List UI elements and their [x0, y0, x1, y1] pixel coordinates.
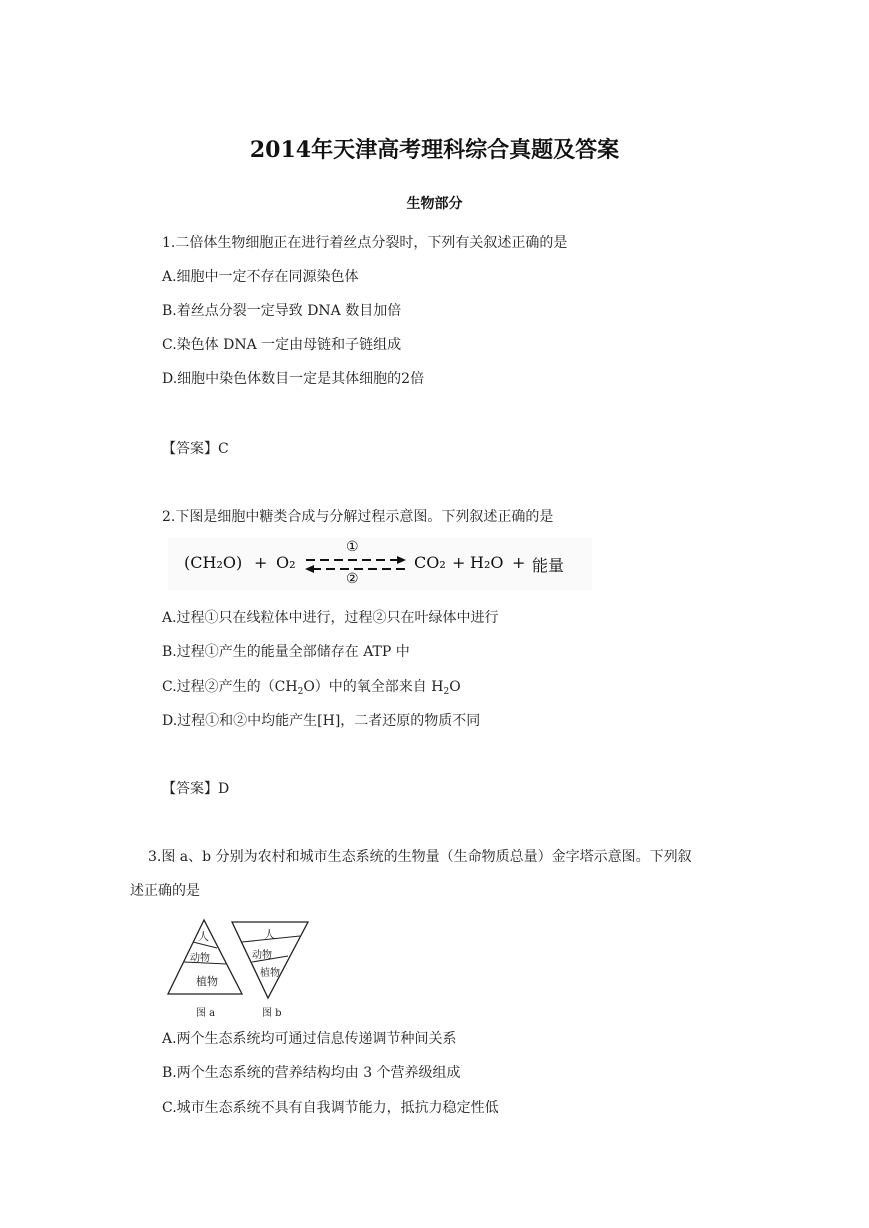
pyramid-drawing: [160, 916, 316, 1020]
equation-reactant-o2: O₂: [276, 553, 296, 572]
pyramid-b-mid-label: 动物: [252, 950, 272, 961]
q1-answer: 【答案】C: [162, 441, 229, 457]
q1-option-b: B.着丝点分裂一定导致 DNA 数目加倍: [162, 303, 402, 319]
pyramid-a-mid-label: 动物: [190, 953, 210, 964]
page-title: 2014年天津高考理科综合真题及答案: [249, 137, 620, 163]
pyramid-a-bottom-label: 植物: [196, 975, 218, 988]
q3-option-c: C.城市生态系统不具有自我调节能力，抵抗力稳定性低: [162, 1100, 499, 1116]
pyramid-b-bottom-label: 植物: [260, 968, 280, 979]
pyramid-b-top-label: 人: [264, 928, 275, 941]
equation-step-backward: ②: [346, 571, 359, 587]
equation-plus: +: [512, 553, 526, 572]
biomass-pyramid-figure: [160, 916, 316, 1020]
q2-option-b: B.过程①产生的能量全部储存在 ATP 中: [162, 644, 410, 660]
q2-option-c: C.过程②产生的$(CH_2O)$中的氧全部来自 $H_2O$: [162, 679, 461, 697]
equation-product-energy: 能量: [532, 556, 565, 575]
q1-option-a: A.细胞中一定不存在同源染色体: [162, 269, 359, 285]
equation-product-co2: CO₂: [414, 553, 446, 572]
q1-stem: 1.二倍体生物细胞正在进行着丝点分裂时，下列有关叙述正确的是: [162, 235, 568, 251]
q3-stem-line1: 3.图 a、b 分别为农村和城市生态系统的生物量（生命物质总量）金字塔示意图。下列叙: [148, 849, 692, 865]
pyramid-b-caption: 图 b: [262, 1008, 282, 1019]
pyramid-a-caption: 图 a: [196, 1008, 216, 1019]
equation-reactant-ch2o: (CH₂O): [184, 553, 243, 572]
section-heading: 生物部分: [406, 196, 463, 212]
q3-option-a: A.两个生态系统均可通过信息传递调节种间关系: [162, 1031, 457, 1047]
q1-option-c: C.染色体 DNA 一定由母链和子链组成: [162, 337, 402, 353]
reaction-equation-figure: [168, 538, 592, 590]
q3-option-b: B.两个生态系统的营养结构均由 3 个营养级组成: [162, 1065, 461, 1081]
equation-plus: +: [452, 553, 466, 572]
q2-option-d: D.过程①和②中均能产生[H]，二者还原的物质不同: [162, 713, 481, 729]
q3-stem-line2: 述正确的是: [130, 883, 200, 899]
q2-answer: 【答案】D: [162, 781, 230, 797]
q2-stem: 2.下图是细胞中糖类合成与分解过程示意图。下列叙述正确的是: [162, 509, 554, 525]
q1-option-d: D.细胞中染色体数目一定是其体细胞的2倍: [162, 371, 425, 387]
equation-plus: +: [254, 553, 268, 572]
q2-option-a: A.过程①只在线粒体中进行，过程②只在叶绿体中进行: [162, 610, 499, 626]
equation-product-h2o: H₂O: [470, 553, 504, 572]
pyramid-a-top-label: 人: [198, 930, 209, 943]
equation-step-forward: ①: [346, 539, 359, 555]
